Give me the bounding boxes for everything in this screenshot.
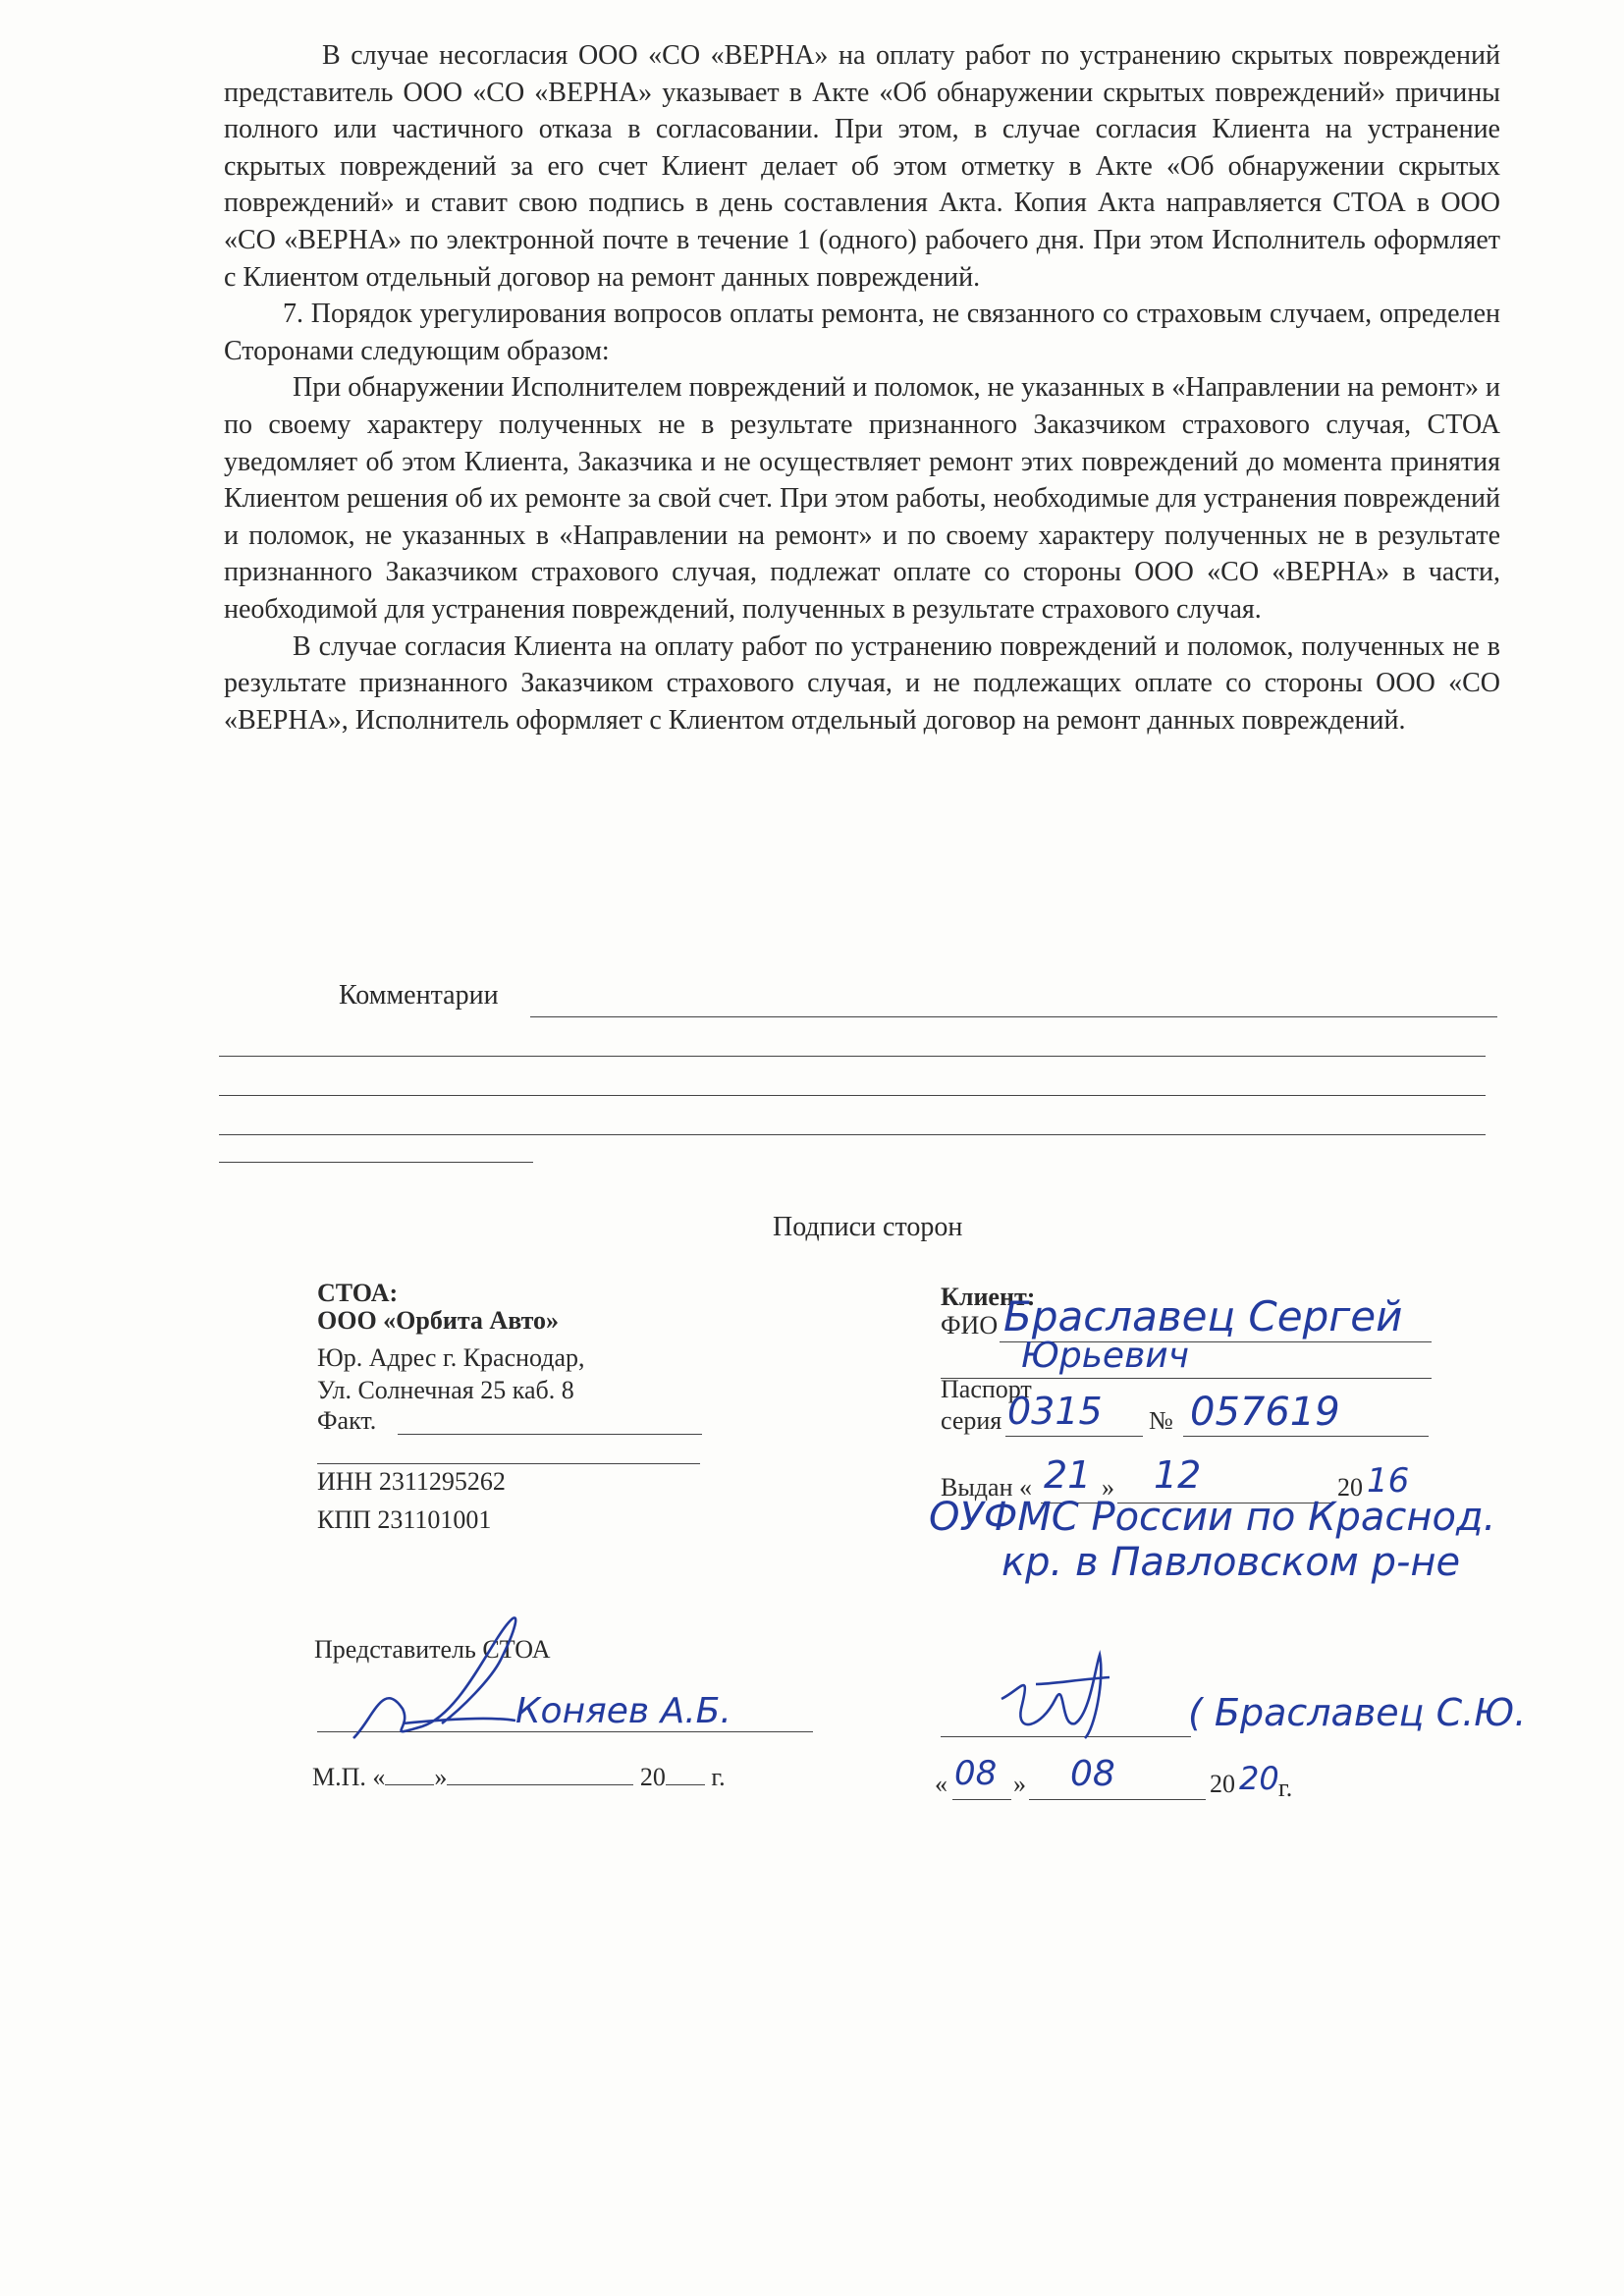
client-issued-day: 21 [1044,1453,1092,1497]
client-issued-quote: » [1102,1473,1114,1502]
client-issued-year-prefix: 20 [1337,1473,1363,1502]
stoa-fact-line [398,1434,702,1435]
stoa-company: ООО «Орбита Авто» [317,1306,560,1335]
client-series-value: 0315 [1007,1390,1103,1433]
client-number-value: 057619 [1190,1390,1340,1435]
stoa-signature [344,1601,540,1748]
client-date-month: 08 [1070,1754,1115,1794]
client-number-line [1183,1436,1429,1437]
client-issued-month: 12 [1154,1453,1202,1497]
paragraph-hidden-damage-disagreement: В случае несогласия ООО «СО «ВЕРНА» на оплату работ по устранению скрытых повреждений представитель ООО «СО «ВЕРНА» указывает в Акте «Об обнаружении скрытых повреждений» причины полного или частичного отказа в согласовании. При этом, в случае согласия Клиента на устранение скрытых повреждений за его счет Клиент делает об этом отметку в Акте «Об обнаружении скрытых повреждений» и ставит свою подпись в день составления Акта. Копия Акта направляется СТОА в ООО «СО «ВЕРНА» по электронной почте в течение 1 (одного) рабочего дня. При этом Исполнитель оформляет с Клиентом отдельный договор на ремонт данных повреждений. [224,40,1500,293]
client-series-label: серия [941,1406,1002,1435]
stoa-rep-label: Представитель СТОА [314,1635,551,1664]
client-issued-year: 16 [1367,1461,1410,1501]
stoa-address-1: Юр. Адрес г. Краснодар, [317,1343,585,1372]
body-text [224,37,1500,738]
paragraph-client-agreement: В случае согласия Клиента на оплату работ по устранению повреждений и поломок, полученных не в результате признанного Заказчиком страхового случая, и не подлежащих оплате со стороны ООО «СО «ВЕРНА», Исполнитель оформляет с Клиентом отдельный договор на ремонт данных повреждений. [224,630,1500,736]
stoa-kpp: КПП 231101001 [317,1505,492,1534]
stoa-mp-prefix: М.П. « [312,1763,386,1791]
stoa-mp-date [312,1763,726,1792]
comments-line [530,1016,1497,1017]
client-signature [992,1640,1139,1748]
comments-line [219,1056,1486,1057]
client-number-label: № [1149,1406,1173,1435]
stoa-address-2: Ул. Солнечная 25 каб. 8 [317,1376,574,1404]
client-date-close: » [1013,1770,1026,1798]
comments-line [219,1095,1486,1096]
client-date-year-prefix: 20 [1210,1770,1235,1798]
client-issued-label: Выдан « [941,1473,1032,1502]
client-issued-by-1: ОУФМС России по Краснод. [929,1495,1496,1540]
stoa-fact-label: Факт. [317,1406,377,1435]
client-date-month-line [1029,1799,1206,1800]
stoa-inn: ИНН 2311295262 [317,1467,506,1496]
client-passport-label: Паспорт [941,1375,1032,1403]
client-issued-by-2: кр. в Павловском р-не [1001,1540,1461,1585]
client-fio-label: ФИО [941,1311,999,1339]
stoa-mp-suffix: г. [711,1763,726,1791]
client-date-day-line [952,1799,1011,1800]
stoa-heading: СТОА: [317,1279,399,1307]
stoa-fact-line [317,1463,700,1464]
client-fio-value-2: Юрьевич [1021,1336,1189,1376]
client-series-line [1005,1436,1143,1437]
paragraph-item-7: 7. Порядок урегулирования вопросов оплаты ремонта, не связанного со страховым случаем, определен Сторонами следующим образом: [224,299,1500,366]
comments-line [219,1162,533,1163]
client-date-suffix: г. [1278,1774,1293,1802]
paragraph-non-insured-damage: При обнаружении Исполнителем повреждений и поломок, не указанных в «Направлении на ремонт» и по своему характеру полученных не в результате признанного Заказчиком страхового случая, СТОА уведомляет об этом Клиента, Заказчика и не осуществляет ремонт этих повреждений до момента принятия Клиентом решения об их ремонте за свой счет. При этом работы, необходимые для устранения повреждений и поломок, не указанных в «Направлении на ремонт» и по своему характеру полученных не в результате признанного Заказчиком страхового случая, подлежат оплате со стороны ООО «СО «ВЕРНА» в части, необходимой для устранения повреждений, полученных в результате страхового случая. [224,372,1500,625]
client-sign-name: ( Браславец С.Ю. [1188,1691,1527,1734]
client-date-day: 08 [954,1754,998,1793]
stoa-mp-year: 20 [639,1763,666,1791]
client-fio-value-1: Браславец Сергей [1003,1292,1403,1340]
comments-line [219,1134,1486,1135]
stoa-rep-name: Коняев А.Б. [515,1691,731,1731]
client-heading: Клиент: [941,1283,1036,1311]
comments-label: Комментарии [339,980,499,1011]
client-date-year: 20 [1239,1760,1279,1797]
signatures-title: Подписи сторон [773,1212,963,1242]
client-date-open: « [935,1770,947,1798]
stoa-mp-quote: » [434,1763,448,1791]
